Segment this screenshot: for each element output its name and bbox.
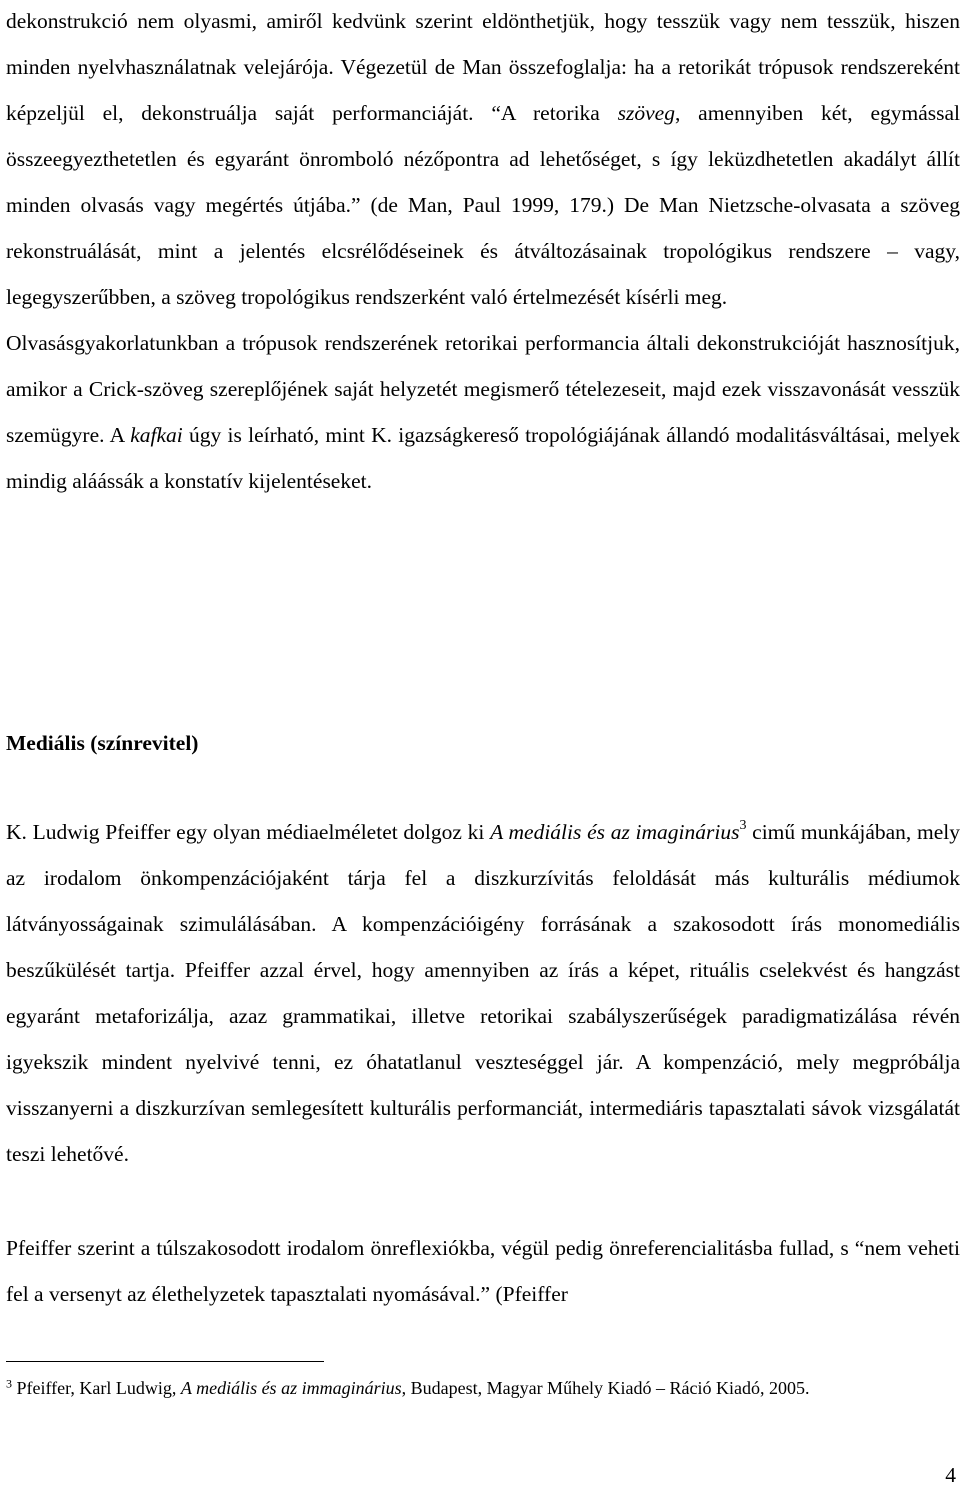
page-number: 4 — [945, 1463, 956, 1487]
footnote — [6, 1374, 960, 1402]
footnote-book-title: A mediális és az immaginárius — [180, 1378, 402, 1398]
paragraph-2-text-end: úgy is leírható, mint K. igazságkereső tropológiájának állandó modalitásváltásai, melyek mindig aláássák a konstatív kijelentéseket. — [6, 423, 960, 493]
paragraph-1-emphasis: szöveg — [617, 101, 675, 125]
document-page — [6, 0, 960, 1487]
footnote-reference[interactable]: 3 — [739, 818, 747, 834]
footnote-separator — [6, 1361, 324, 1362]
paragraph-1-text-end: , amennyiben két, egymással összeegyezthetetlen és egyaránt önromboló nézőpontra ad lehetőséget, s így leküzdhetetlen akadályt állít minden olvasás vagy megértés útjába.” (de Man, Paul 1999, 179.) De Man Nietzsche-olvasata a szöveg rekonstruálását, mint a jelentés elcsrélődéseinek és átváltozásainak tropológikus rendszere – vagy, legegyszerűbben, a szöveg tropológikus rendszerként való értelmezését kísérli meg. — [6, 101, 960, 309]
footnote-marker: 3 — [6, 1376, 12, 1391]
paragraph-2-emphasis: kafkai — [130, 423, 183, 447]
footnote-text-end: , Budapest, Magyar Műhely Kiadó – Ráció Kiadó, 2005. — [401, 1378, 810, 1398]
body-paragraph-3 — [6, 809, 960, 1177]
section-heading: Mediális (színrevitel) — [6, 731, 199, 755]
paragraph-2-text-start: Olvasásgyakorlatunkban a trópusok rendszerének retorikai performancia általi dekonstrukcióját hasznosítjuk, amikor a Crick-szöveg szereplőjének saját helyzetét megismerő tételezeseit, majd ezek visszavonását vesszük szemügyre. A — [6, 331, 960, 447]
paragraph-1-text-start: dekonstrukció nem olyasmi, amiről kedvünk szerint eldönthetjük, hogy tesszük vagy nem tesszük, hiszen minden nyelvhasználatnak velejárója. Végezetül de Man összefoglalja: ha a retorikát trópusok rendszereként képzeljül el, dekonstruálja saját performanciáját. “A retorika — [6, 9, 960, 125]
paragraph-3-text-start: K. Ludwig Pfeiffer egy olyan médiaelméletet dolgoz ki — [6, 820, 491, 844]
body-paragraph-4: Pfeiffer szerint a túlszakosodott irodalom önreflexiókba, végül pedig önreferencialitásba fullad, s “nem veheti fel a versenyt az élethelyzetek tapasztalati nyomásával.” (Pfeiffer — [6, 1236, 960, 1306]
body-paragraph-1 — [6, 0, 960, 320]
footnote-text-start: Pfeiffer, Karl Ludwig, — [12, 1378, 181, 1398]
body-paragraph-2 — [6, 320, 960, 504]
paragraph-3-book-title: A mediális és az imaginárius — [490, 820, 740, 844]
paragraph-3-text-end: cimű munkájában, mely az irodalom önkompenzációjaként tárja fel a diszkurzívitás feloldását más kulturális médiumok látványosságainak szimulálásában. A kompenzációigény forrásának a szakosodott írás monomediális beszűkülését tartja. Pfeiffer azzal érvel, hogy amennyiben az írás a képet, rituális cselekvést és hangzást egyaránt metaforizálja, azaz grammatikai, illetve retorikai szabályszerűségek paradigmatizálása révén igyekszik mindent nyelvivé tenni, ez óhatatlanul veszteséggel jár. A kompenzáció, mely megpróbálja visszanyerni a diszkurzívan semlegesített kulturális performanciát, intermediáris tapasztalati sávok vizsgálatát teszi lehetővé. — [6, 820, 960, 1166]
